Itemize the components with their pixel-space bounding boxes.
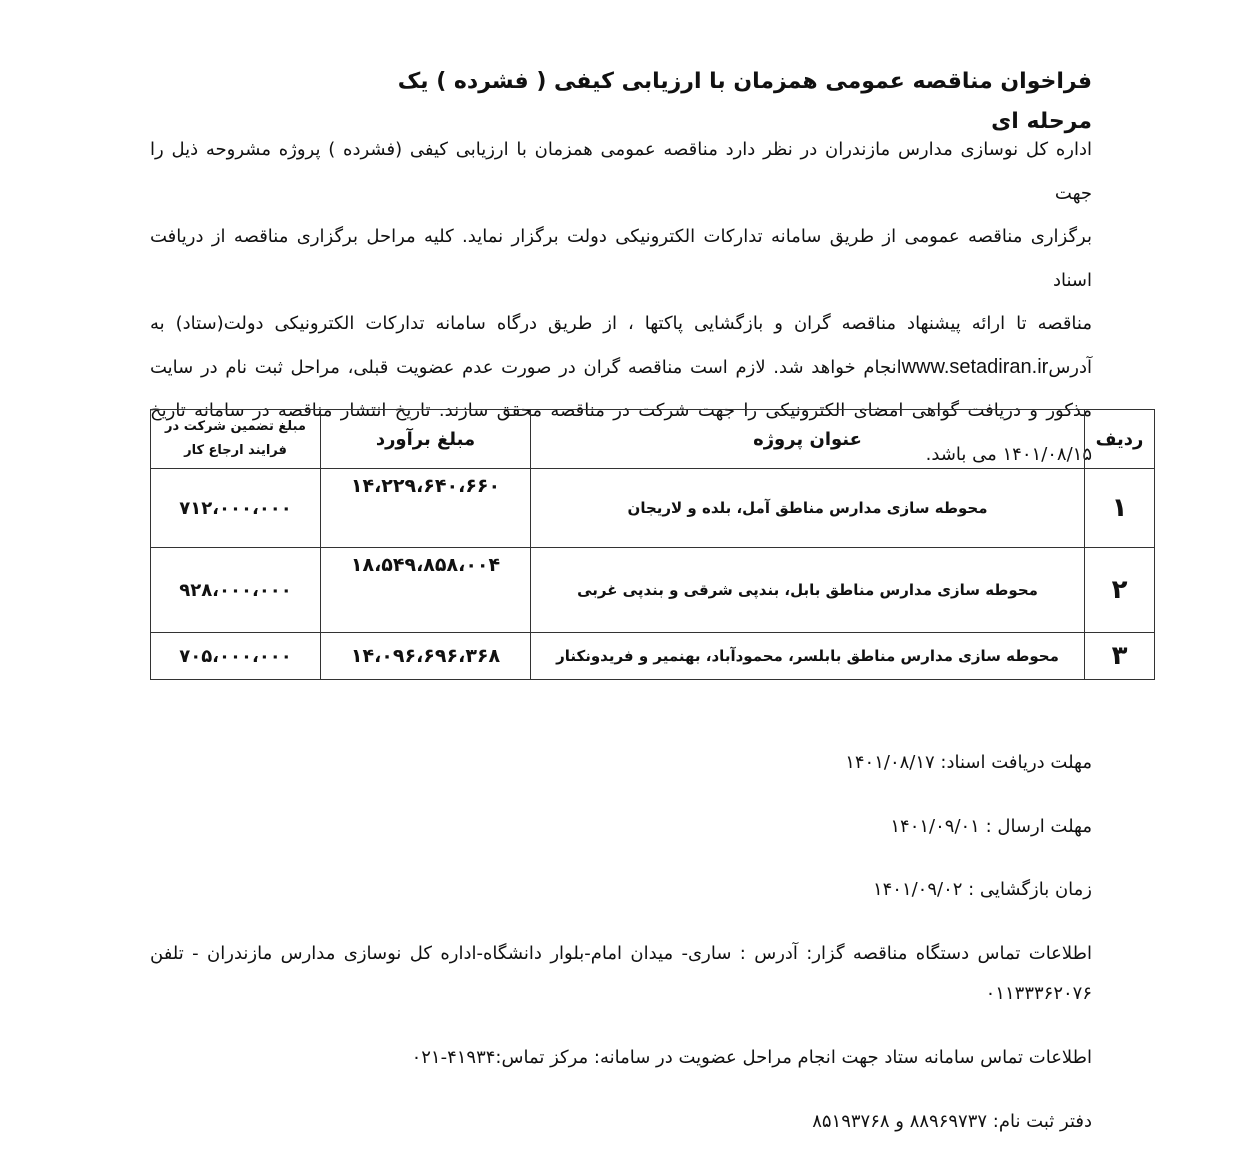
intro-line-2: برگزاری مناقصه عمومی از طریق سامانه تدارکات الکترونیکی دولت برگزار نماید. کلیه مراحل برگزاری مناقصه از دریافت اسناد	[150, 226, 1092, 291]
intro-line-4-text: انجام خواهد شد. لازم است مناقصه گران در صورت عدم عضویت قبلی، مراحل ثبت نام در سایت	[150, 356, 902, 378]
projects-table	[150, 409, 1155, 680]
setad-website-link[interactable]: www.setadiran.ir	[901, 355, 1049, 378]
registration-office: دفتر ثبت نام: ۸۸۹۶۹۷۳۷ و ۸۵۱۹۳۷۶۸	[812, 1111, 1092, 1132]
table-header-row	[151, 410, 1155, 469]
submission-deadline: مهلت ارسال : ۱۴۰۱/۰۹/۰۱	[890, 816, 1092, 837]
document-deadline: مهلت دریافت اسناد: ۱۴۰۱/۰۸/۱۷	[845, 752, 1092, 773]
setad-contact: اطلاعات تماس سامانه ستاد جهت انجام مراحل عضویت در سامانه: مرکز تماس:۴۱۹۳۴-۰۲۱	[411, 1047, 1092, 1068]
header-project-title: عنوان پروژه	[531, 410, 1085, 469]
table-row	[151, 548, 1155, 633]
document-title: فراخوان مناقصه عمومی همزمان با ارزیابی کیفی ( فشرده ) یک مرحله ای	[397, 69, 1092, 134]
row-index: ۱	[1085, 469, 1155, 548]
row-index: ۳	[1085, 633, 1155, 680]
project-title: محوطه سازی مدارس مناطق بابل، بندپی شرقی و بندپی غربی	[531, 548, 1085, 633]
guarantee-amount: ۷۰۵،۰۰۰،۰۰۰	[151, 633, 321, 680]
guarantee-amount: ۷۱۲،۰۰۰،۰۰۰	[151, 469, 321, 548]
project-title: محوطه سازی مدارس مناطق آمل، بلده و لاریجان	[531, 469, 1085, 548]
header-guarantee: مبلغ تضمین شرکت در فرایند ارجاع کار	[151, 410, 321, 469]
project-title: محوطه سازی مدارس مناطق بابلسر، محمودآباد، بهنمیر و فریدونکنار	[531, 633, 1085, 680]
row-index: ۲	[1085, 548, 1155, 633]
estimate-amount: ۱۸،۵۴۹،۸۵۸،۰۰۴	[321, 548, 531, 633]
guarantee-amount: ۹۲۸،۰۰۰،۰۰۰	[151, 548, 321, 633]
table-row	[151, 633, 1155, 680]
estimate-amount: ۱۴،۰۹۶،۶۹۶،۳۶۸	[321, 633, 531, 680]
opening-time: زمان بازگشایی : ۱۴۰۱/۰۹/۰۲	[872, 879, 1092, 900]
header-estimate: مبلغ برآورد	[321, 410, 531, 469]
organization-contact: اطلاعات تماس دستگاه مناقصه گزار: آدرس : ساری- میدان امام-بلوار دانشگاه-اداره کل نوسازی مدارس مازندران - تلفن ۰۱۱۳۳۳۶۲۰۷۶	[150, 943, 1092, 1004]
intro-address-label: آدرس	[1048, 356, 1092, 378]
table-row	[151, 469, 1155, 548]
intro-line-3: مناقصه تا ارائه پیشنهاد مناقصه گران و بازگشایی پاکتها ، از طریق درگاه سامانه تدارکات الکترونیکی دولت(ستاد) به	[150, 313, 1092, 334]
intro-line-6: ۱۴۰۱/۰۸/۱۵ می باشد.	[925, 443, 1092, 465]
intro-line-5: مذکور و دریافت گواهی امضای الکترونیکی را جهت شرکت در مناقصه محقق سازند. تاریخ انتشار مناقصه در سامانه تاریخ	[150, 400, 1092, 421]
intro-line-1: اداره کل نوسازی مدارس مازندران در نظر دارد مناقصه عمومی همزمان با ارزیابی کیفی (فشرده ) پروژه مشروحه ذیل را جهت	[150, 139, 1092, 204]
header-row-number: ردیف	[1085, 410, 1155, 469]
estimate-amount: ۱۴،۲۲۹،۶۴۰،۶۶۰	[321, 469, 531, 548]
intro-line-4	[150, 346, 1092, 390]
